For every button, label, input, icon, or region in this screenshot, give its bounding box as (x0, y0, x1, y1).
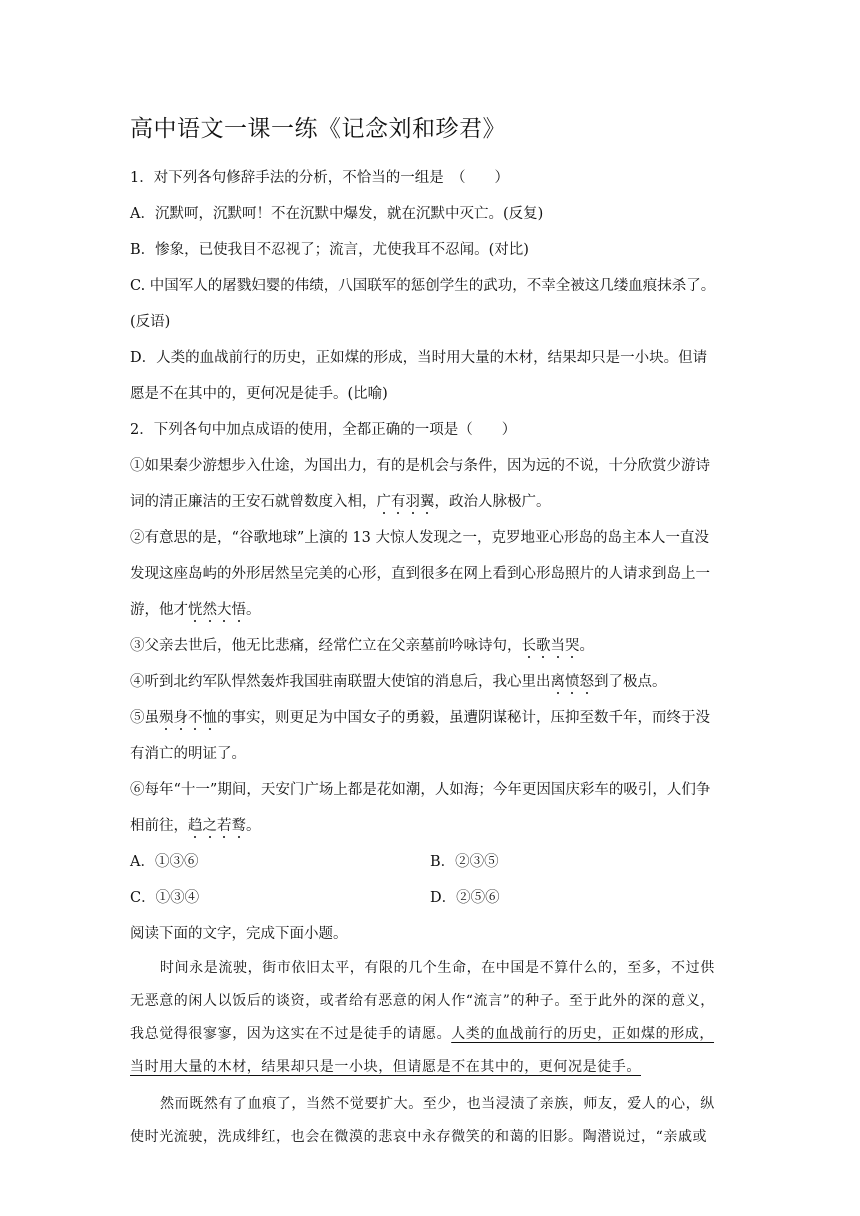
question-1-option-d-cont: 愿是不在其中的，更何况是徒手。(比喻) (130, 386, 388, 402)
passage-p1-line-2: 无恶意的闲人以饭后的谈资，或者给有恶意的闲人作“流言”的种子。至于此外的深的意义， (130, 993, 715, 1009)
passage-p1-line-1: 时间永是流驶，街市依旧太平，有限的几个生命，在中国是不算什么的，至多，不过供 (160, 960, 715, 976)
emphasis-char: 广 (376, 494, 391, 510)
emphasis-char: 哭 (565, 638, 580, 654)
sentence-1-line-1: ①如果秦少游想步入仕途，为国出力，有的是机会与条件，因为远的不说，十分欣赏少游诗 (130, 458, 710, 474)
emphasis-char: 长 (521, 638, 536, 654)
question-1-option-b: B．惨象，已使我目不忍视了；流言，尤使我耳不忍闻。(对比) (130, 242, 529, 258)
sentence-5-line-2: 有消亡的明证了。 (130, 746, 246, 762)
text-span: 词的清正廉洁的王安石就曾数度入相， (130, 494, 377, 510)
text-span: 相前往， (130, 818, 188, 834)
passage-p2-line-1: 然而既然有了血痕了，当然不觉要扩大。至少，也当浸渍了亲族，师友，爱人的心，纵 (160, 1096, 715, 1112)
sentence-4 (130, 664, 730, 700)
emphasis-char: 殒 (159, 710, 174, 726)
emphasis-char: 当 (550, 638, 565, 654)
sentence-2-line-1: ②有意思的是，“谷歌地球”上演的 13 大惊人发现之一，克罗地亚心形岛的岛主本人一直没 (130, 530, 709, 546)
text-span: ④听到北约军队悍然轰炸我国驻南联盟大使馆的消息后，我心里出 (130, 674, 551, 690)
text-span: ③父亲去世后，他无比悲痛，经常伫立在父亲墓前吟咏诗句， (130, 638, 522, 654)
emphasis-char: 趋 (188, 818, 203, 834)
sentence-5-line-1 (130, 700, 730, 736)
question-1-option-a: A．沉默呵，沉默呵！不在沉默中爆发，就在沉默中灭亡。(反复) (130, 206, 544, 222)
dotted-idiom (188, 602, 246, 618)
text-span: 。 (579, 638, 594, 654)
dotted-idiom (159, 710, 217, 726)
sentence-2-line-3 (130, 592, 730, 628)
emphasis-char: 翼 (420, 494, 435, 510)
dotted-idiom (377, 494, 435, 510)
text-span: 我总觉得很寥寥，因为这实在不过是徒手的请愿。 (130, 1026, 452, 1042)
emphasis-char: 不 (188, 710, 203, 726)
question-2-options-row-1 (130, 844, 730, 880)
question-2-options-row-2 (130, 880, 730, 916)
emphasis-char: 离 (550, 674, 565, 690)
emphasis-char: 悟 (231, 602, 246, 618)
text-span: 的事实，则更足为中国女子的勇毅，虽遭阴谋秘计，压抑至数千年，而终于没 (217, 710, 710, 726)
sentence-2-line-2: 发现这座岛屿的外形居然呈完美的心形，直到很多在网上看到心形岛照片的人请求到岛上一 (130, 566, 710, 582)
sentence-3 (130, 628, 730, 664)
question-2-stem: 2．下列各句中加点成语的使用，全都正确的一项是（ ） (130, 422, 517, 438)
text-span: 到了极点。 (594, 674, 667, 690)
dotted-idiom (551, 674, 595, 690)
underlined-sentence: 人类的血战前行的历史，正如煤的形成， (451, 1026, 715, 1042)
question-2-option-a: A．①③⑥ (130, 854, 199, 870)
emphasis-char: 有 (391, 494, 406, 510)
sentence-1-line-2 (130, 484, 730, 520)
sentence-6-line-2 (130, 808, 730, 844)
emphasis-char: 怒 (579, 674, 594, 690)
text-span: ，政治人脉极广。 (434, 494, 551, 510)
reading-intro: 阅读下面的文字，完成下面小题。 (130, 926, 348, 942)
question-1-option-d: D．人类的血战前行的历史，正如煤的形成，当时用大量的木材，结果却只是一小块。但请 (130, 350, 708, 366)
emphasis-char: 若 (217, 818, 232, 834)
document-title: 高中语文一课一练《记念刘和珍君》 (130, 116, 506, 142)
underlined-sentence-cont: 当时用大量的木材，结果却只是一小块，但请愿是不在其中的，更何况是徒手。 (130, 1059, 641, 1075)
question-1-stem: 1．对下列各句修辞手法的分析，不恰当的一组是 （ ） (130, 170, 509, 186)
emphasis-char: 恤 (202, 710, 217, 726)
question-2-option-b: B．②③⑤ (430, 854, 499, 870)
emphasis-char: 恍 (188, 602, 203, 618)
question-1-option-c: C. 中国军人的屠戮妇婴的伟绩，八国联军的惩创学生的武功，不幸全被这几缕血痕抹杀了。 (130, 278, 716, 294)
emphasis-char: 然 (202, 602, 217, 618)
text-span: ⑤虽 (130, 710, 159, 726)
dotted-idiom (522, 638, 580, 654)
passage-p1-line-3 (130, 1018, 730, 1051)
text-span: 。 (246, 818, 261, 834)
document-content (130, 112, 730, 1154)
emphasis-char: 羽 (405, 494, 420, 510)
emphasis-char: 大 (217, 602, 232, 618)
emphasis-char: 愤 (565, 674, 580, 690)
dotted-idiom (188, 818, 246, 834)
emphasis-char: 鹜 (231, 818, 246, 834)
text-span: 。 (246, 602, 261, 618)
emphasis-char: 身 (173, 710, 188, 726)
question-2-option-c: C．①③④ (130, 890, 200, 906)
emphasis-char: 歌 (536, 638, 551, 654)
question-2-option-d: D．②⑤⑥ (430, 890, 500, 906)
sentence-6-line-1: ⑥每年“十一”期间，天安门广场上都是花如潮，人如海；今年更因国庆彩车的吸引，人们争 (130, 782, 711, 798)
text-span: 游，他才 (130, 602, 188, 618)
passage-p1-line-4 (130, 1051, 730, 1084)
emphasis-char: 之 (202, 818, 217, 834)
question-1-option-c-cont: (反语) (130, 314, 171, 330)
passage-p2-line-2: 使时光流驶，洗成绯红，也会在微漠的悲哀中永存微笑的和蔼的旧影。陶潜说过，“亲戚或 (130, 1129, 708, 1145)
